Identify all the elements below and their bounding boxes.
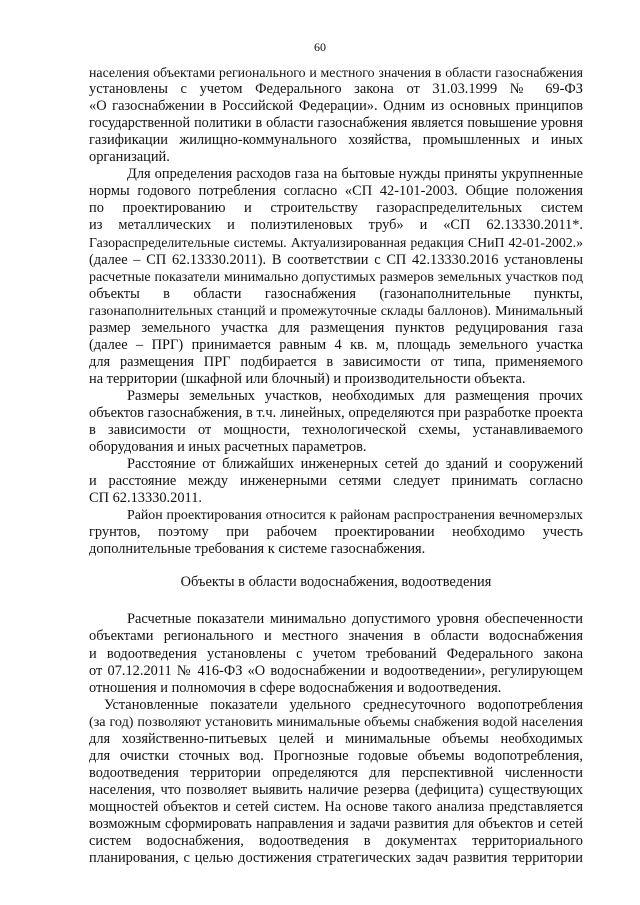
text-line: и расстояние между инженерными сетями следует принимать согласно	[89, 473, 583, 490]
page-number: 60	[314, 40, 326, 54]
text-line: (далее – ПРГ) принимается равным 4 кв. м, площадь земельного участка	[89, 336, 583, 353]
text-line: газификации жилищно-коммунального хозяйства, промышленных и иных	[89, 132, 583, 149]
text-line: для хозяйственно-питьевых целей и минимальные объемы необходимых	[89, 730, 583, 747]
text-line: «О газоснабжении в Российской Федерации». Одним из основных принципов	[89, 98, 583, 115]
text-line: государственной политики в области газоснабжения является повышение уровня	[89, 115, 583, 132]
text-line: расчетные показатели минимально допустимых размеров земельных участков под	[89, 269, 583, 285]
text-line: Район проектирования относится к районам распространения вечномерзлых	[127, 508, 583, 524]
text-line: организаций.	[89, 149, 170, 166]
text-line: (за год) позволяют установить минимальные объемы снабжения водой населения	[89, 713, 583, 730]
text-line: грунтов, поэтому при рабочем проектировании необходимо учесть	[89, 524, 583, 541]
text-line: для размещения ПРГ подбирается в зависимости от типа, применяемого	[89, 353, 583, 370]
text-line: и водоотведения установлены с учетом требований Федерального закона	[89, 645, 583, 662]
text-line: Расстояние от ближайших инженерных сетей до зданий и сооружений	[127, 456, 583, 473]
text-line: населения, что позволяет выявить наличие резерва (дефицита) существующих	[89, 781, 583, 798]
section-heading: Объекты в области водоснабжения, водоотведения	[180, 574, 492, 591]
text-line: Для определения расходов газа на бытовые нужды приняты укрупненные	[127, 166, 583, 183]
text-line: систем водоснабжения, водоотведения в документах территориального	[89, 833, 583, 850]
text-line: объектами регионального и местного значения в области водоснабжения	[89, 628, 583, 645]
body-text	[89, 64, 583, 867]
text-line: планирования, с целью достижения стратегических задач развития территории	[89, 850, 583, 867]
text-line: объектов газоснабжения, в т.ч. линейных, определяются при разработке проекта	[89, 404, 583, 421]
text-line: в зависимости от мощности, технологической схемы, устанавливаемого	[89, 421, 583, 438]
text-line: из металлических и полиэтиленовых труб» и «СП 62.13330.2011*.	[89, 217, 583, 234]
text-line: дополнительные требования к системе газоснабжения.	[89, 541, 426, 558]
text-line: газонаполнительных станций и промежуточные склады баллонов). Минимальный	[89, 303, 583, 319]
text-line: по проектированию и строительству газораспределительных систем	[89, 200, 583, 217]
text-line: установлены с учетом Федерального закона от 31.03.1999 № 69-ФЗ	[89, 81, 583, 98]
text-line: отношения и полномочия в сфере водоснабжения и водоотведения.	[89, 679, 502, 696]
text-line: (далее – СП 62.13330.2011). В соответствии с СП 42.13330.2016 установлены	[89, 251, 583, 268]
text-line: на территории (шкафной или блочный) и производительности объекта.	[89, 370, 526, 387]
text-line: размер земельного участка для размещения пунктов редуцирования газа	[89, 319, 583, 336]
text-line: оборудования и иных расчетных параметров.	[89, 439, 367, 456]
text-line: населения объектами регионального и местного значения в области газоснабжения	[89, 65, 583, 80]
text-line: объекты в области газоснабжения (газонаполнительные пункты,	[89, 285, 583, 302]
text-line: мощностей объектов и сетей систем. На основе такого анализа представляется	[89, 798, 583, 815]
text-line: водоотведения территории определяются для перспективной численности	[89, 764, 583, 781]
text-line: для очистки сточных вод. Прогнозные годовые объемы водопотребления,	[89, 747, 583, 764]
text-line: возможным сформировать направления и задачи развития для объектов и сетей	[89, 815, 583, 832]
text-line: Установленные показатели удельного среднесуточного водопотребления	[104, 696, 583, 713]
text-line: от 07.12.2011 № 416-ФЗ «О водоснабжении и водоотведении», регулирующем	[89, 662, 583, 679]
text-line: СП 62.13330.2011.	[89, 490, 202, 507]
text-line: нормы годового потребления согласно «СП 42-101-2003. Общие положения	[89, 183, 583, 200]
text-line: Размеры земельных участков, необходимых для размещения прочих	[127, 387, 583, 404]
text-line: Расчетные показатели минимально допустимого уровня обеспеченности	[127, 611, 583, 628]
text-line: Газораспределительные системы. Актуализированная редакция СНиП 42-01-2002.»	[89, 235, 583, 251]
